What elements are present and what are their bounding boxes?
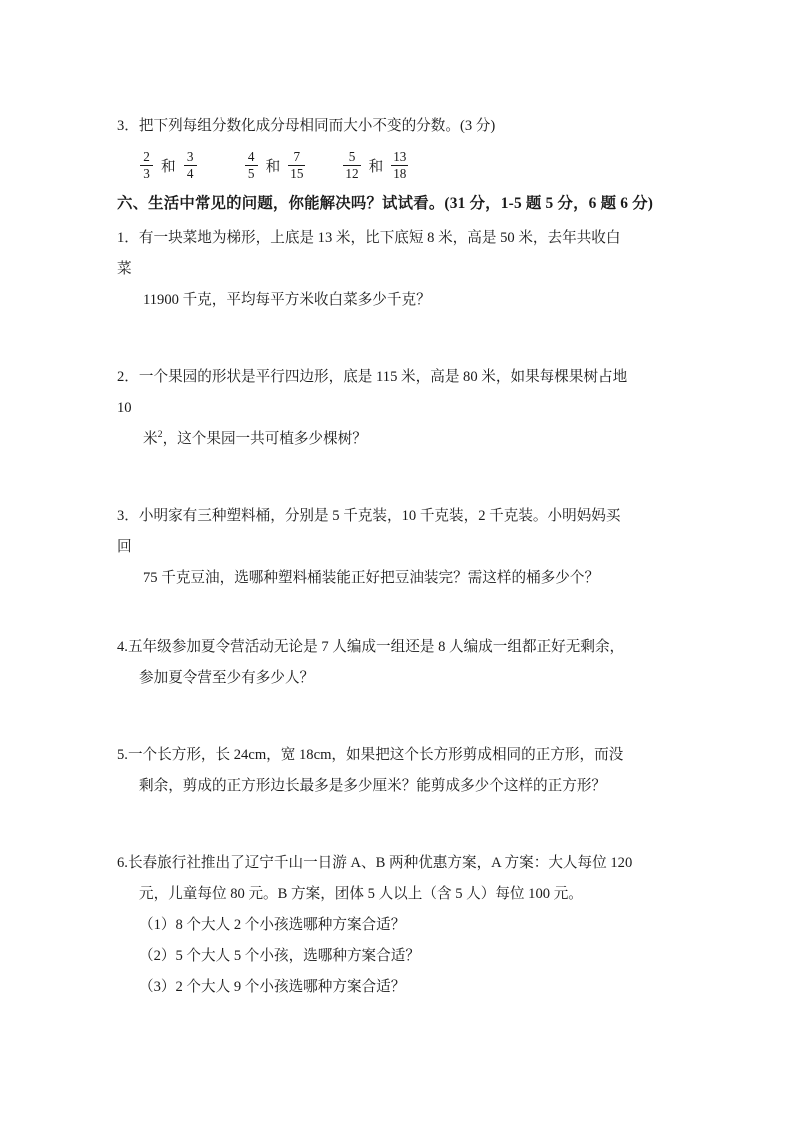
spacer: [117, 802, 683, 848]
conjunction-he: 和: [265, 158, 281, 175]
previous-question-3: 3．把下列每组分数化成分母相同而大小不变的分数。(3 分): [117, 118, 496, 134]
numerator: 4: [247, 149, 255, 165]
problem-6-line-1: 6.长春旅行社推出了辽宁千山一日游 A、B 两种优惠方案，A 方案：大人每位 120: [117, 855, 633, 871]
problem-2-line-2: 10: [117, 400, 132, 416]
problem-2-line-1: 2．一个果园的形状是平行四边形，底是 115 米，高是 80 米，如果每棵果树占地: [117, 369, 628, 385]
fraction-13-over-18: [391, 150, 408, 179]
fraction-3-over-4: [184, 150, 197, 179]
problem-6: [117, 848, 683, 1003]
problem-3: [117, 501, 683, 594]
fraction-4-over-5: [245, 150, 258, 179]
problem-1-line-2: 菜: [117, 261, 132, 277]
problem-3-line-2: 回: [117, 539, 132, 555]
numerator: 5: [348, 149, 356, 165]
problem-2-unit-superscript: 2: [157, 429, 163, 441]
fraction-pair-1: [139, 150, 198, 179]
problem-1-line-1: 1．有一块菜地为梯形，上底是 13 米，比下底短 8 米，高是 50 米，去年共收白: [117, 230, 621, 246]
numerator: 3: [186, 149, 194, 165]
fraction-pairs-row: [117, 142, 683, 188]
problem-4-line-1: 4.五年级参加夏令营活动无论是 7 人编成一组还是 8 人编成一组都正好无剩余，: [117, 639, 625, 655]
problem-3-line-3: 75 千克豆油，选哪种塑料桶装能正好把豆油装完？需这样的桶多少个？: [143, 570, 600, 586]
section-heading-six: 六、生活中常见的问题，你能解决吗？试试看。(31 分，1-5 题 5 分，6 题 6 分): [117, 195, 654, 212]
problem-5: [117, 740, 683, 802]
problem-6-sub-question-2: （2）5 个大人 5 个小孩，选哪种方案合适？: [139, 948, 420, 964]
problem-5-line-2: 剩余，剪成的正方形边长最多是多少厘米？能剪成多少个这样的正方形？: [139, 778, 607, 794]
problem-2: [117, 362, 683, 455]
problem-3-line-1: 3．小明家有三种塑料桶，分别是 5 千克装，10 千克装，2 千克装。小明妈妈买: [117, 508, 621, 524]
problem-2-line-3: [117, 424, 683, 455]
fraction-pair-3: [342, 150, 409, 179]
spacer: [117, 594, 683, 632]
problem-6-sub-question-3: （3）2 个大人 9 个小孩选哪种方案合适？: [139, 979, 406, 995]
denominator: 5: [247, 165, 255, 181]
problem-6-sub-question-1: （1）8 个大人 2 个小孩选哪种方案合适？: [139, 917, 406, 933]
spacer: [117, 455, 683, 501]
problem-4-line-2: 参加夏令营至少有多少人？: [139, 670, 315, 686]
problem-5-line-1: 5.一个长方形，长 24cm，宽 18cm，如果把这个长方形剪成相同的正方形，而没: [117, 747, 624, 763]
numerator: 2: [143, 149, 150, 165]
problem-4: [117, 632, 683, 694]
denominator: 15: [290, 165, 304, 181]
problem-1-line-3: 11900 千克，平均每平方米收白菜多少千克？: [143, 292, 431, 308]
problem-1: [117, 223, 683, 316]
conjunction-he: 和: [161, 158, 176, 175]
denominator: 4: [186, 165, 194, 181]
fraction-pair-2: [244, 150, 307, 179]
fraction-5-over-12: [343, 150, 360, 179]
fraction-7-over-15: [288, 150, 305, 179]
numerator: 7: [293, 149, 301, 165]
spacer: [117, 316, 683, 362]
denominator: 18: [393, 165, 407, 181]
exam-content: [117, 112, 683, 1003]
conjunction-he: 和: [368, 158, 384, 175]
spacer: [117, 694, 683, 740]
problem-2-line-3-suffix: ，这个果园一共可植多少棵树？: [162, 431, 367, 447]
problem-2-unit-prefix: 米: [143, 431, 158, 447]
numerator: 13: [393, 149, 407, 165]
fraction-2-over-3: [140, 150, 153, 179]
denominator: 12: [345, 165, 359, 181]
denominator: 3: [143, 165, 150, 181]
problem-6-line-2: 元，儿童每位 80 元。B 方案，团体 5 人以上（含 5 人）每位 100 元。: [139, 886, 583, 902]
